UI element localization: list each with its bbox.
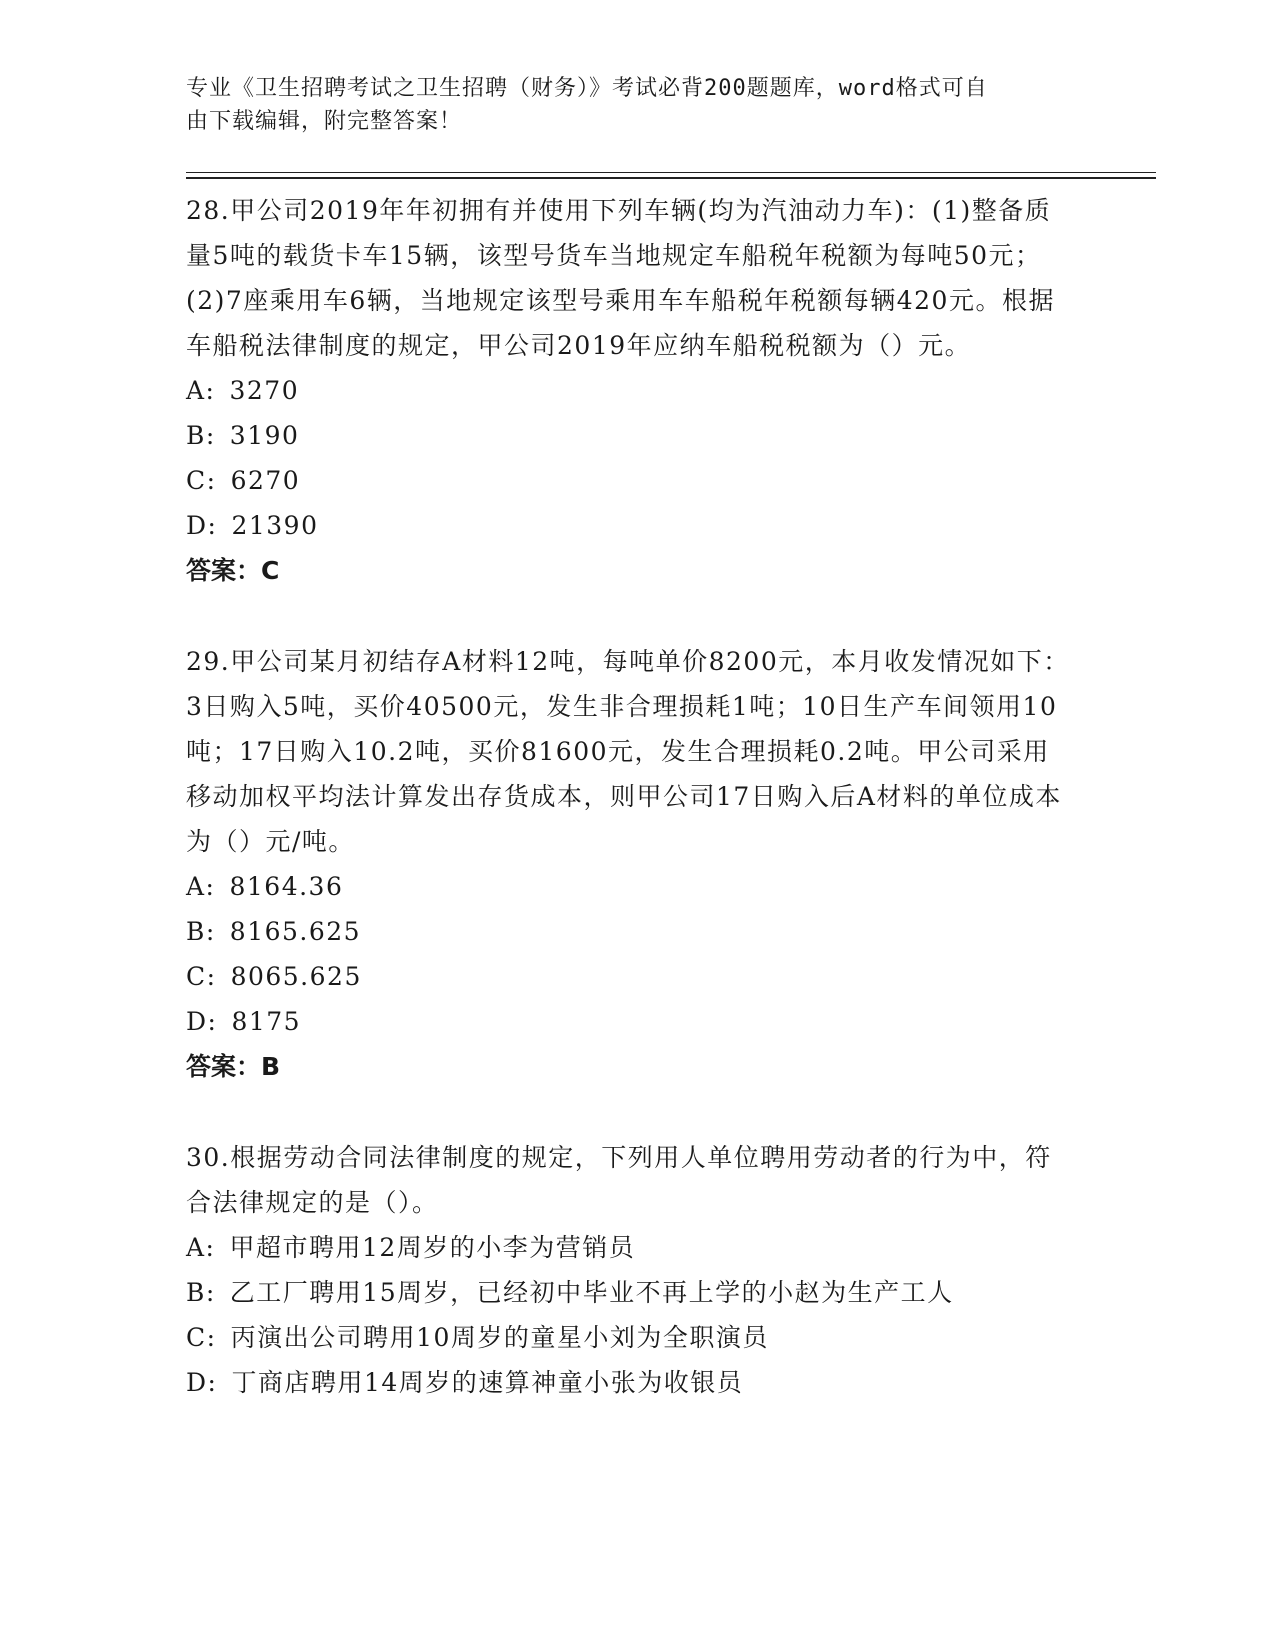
option-text: 8065.625 (230, 962, 362, 991)
option-b (186, 413, 1076, 458)
option-label: B: (186, 917, 216, 946)
option-text: 丁商店聘用14周岁的速算神童小张为收银员 (231, 1368, 744, 1397)
answer-line: 答案：B (186, 1052, 281, 1081)
option-label: C: (186, 466, 217, 495)
question-29 (186, 639, 1076, 1089)
option-d (186, 503, 1076, 548)
question-30 (186, 1135, 1076, 1405)
option-c (186, 458, 1076, 503)
header-rule-thin (186, 172, 1156, 173)
spacer (186, 1089, 1076, 1135)
option-label: B: (186, 1278, 216, 1307)
option-label: A: (186, 1233, 216, 1262)
option-b (186, 1270, 1076, 1315)
header-rule-thick (186, 177, 1156, 179)
option-text: 6270 (230, 466, 301, 495)
option-label: B: (186, 421, 216, 450)
option-text: 3270 (229, 376, 300, 405)
option-label: A: (186, 872, 216, 901)
question-text: 29.甲公司某月初结存A材料12吨，每吨单价8200元，本月收发情况如下：3日购入5吨，买价40500元，发生非合理损耗1吨；10日生产车间领用10吨；17日购入10.2吨，买价81600元，发生合理损耗0.2吨。甲公司采用移动加权平均法计算发出存货成本，则甲公司17日购入后A材料的单位成本为（）元/吨。 (186, 647, 1070, 856)
option-label: C: (186, 962, 217, 991)
option-text: 21390 (231, 511, 319, 540)
option-text: 乙工厂聘用15周岁，已经初中毕业不再上学的小赵为生产工人 (229, 1278, 954, 1307)
option-text: 丙演出公司聘用10周岁的童星小刘为全职演员 (230, 1323, 769, 1352)
answer-line: 答案：C (186, 556, 280, 585)
option-c (186, 1315, 1076, 1360)
question-text: 28.甲公司2019年年初拥有并使用下列车辆(均为汽油动力车)：(1)整备质量5吨的载货卡车15辆，该型号货车当地规定车船税年税额为每吨50元；(2)7座乘用车6辆，当地规定该型号乘用车车船税年税额每辆420元。根据车船税法律制度的规定，甲公司2019年应纳车船税税额为（）元。 (186, 196, 1055, 360)
document-header (186, 72, 1066, 138)
option-text: 甲超市聘用12周岁的小李为营销员 (229, 1233, 636, 1262)
option-text: 8175 (231, 1007, 302, 1036)
option-c (186, 954, 1076, 999)
question-text: 30.根据劳动合同法律制度的规定，下列用人单位聘用劳动者的行为中，符合法律规定的是（）。 (186, 1143, 1052, 1217)
question-28 (186, 188, 1076, 593)
option-d (186, 1360, 1076, 1405)
option-text: 8164.36 (229, 872, 344, 901)
header-line-1: 专业《卫生招聘考试之卫生招聘（财务）》考试必背200题题库，word格式可自 (186, 76, 988, 101)
option-b (186, 909, 1076, 954)
option-a (186, 864, 1076, 909)
option-text: 3190 (229, 421, 300, 450)
option-a (186, 1225, 1076, 1270)
option-text: 8165.625 (229, 917, 362, 946)
option-d (186, 999, 1076, 1044)
spacer (186, 593, 1076, 639)
option-label: C: (186, 1323, 217, 1352)
question-list (186, 188, 1076, 1405)
header-line-2: 由下载编辑，附完整答案！ (186, 109, 463, 134)
option-label: D: (186, 511, 218, 540)
option-a (186, 368, 1076, 413)
option-label: D: (186, 1368, 218, 1397)
option-label: D: (186, 1007, 218, 1036)
option-label: A: (186, 376, 216, 405)
